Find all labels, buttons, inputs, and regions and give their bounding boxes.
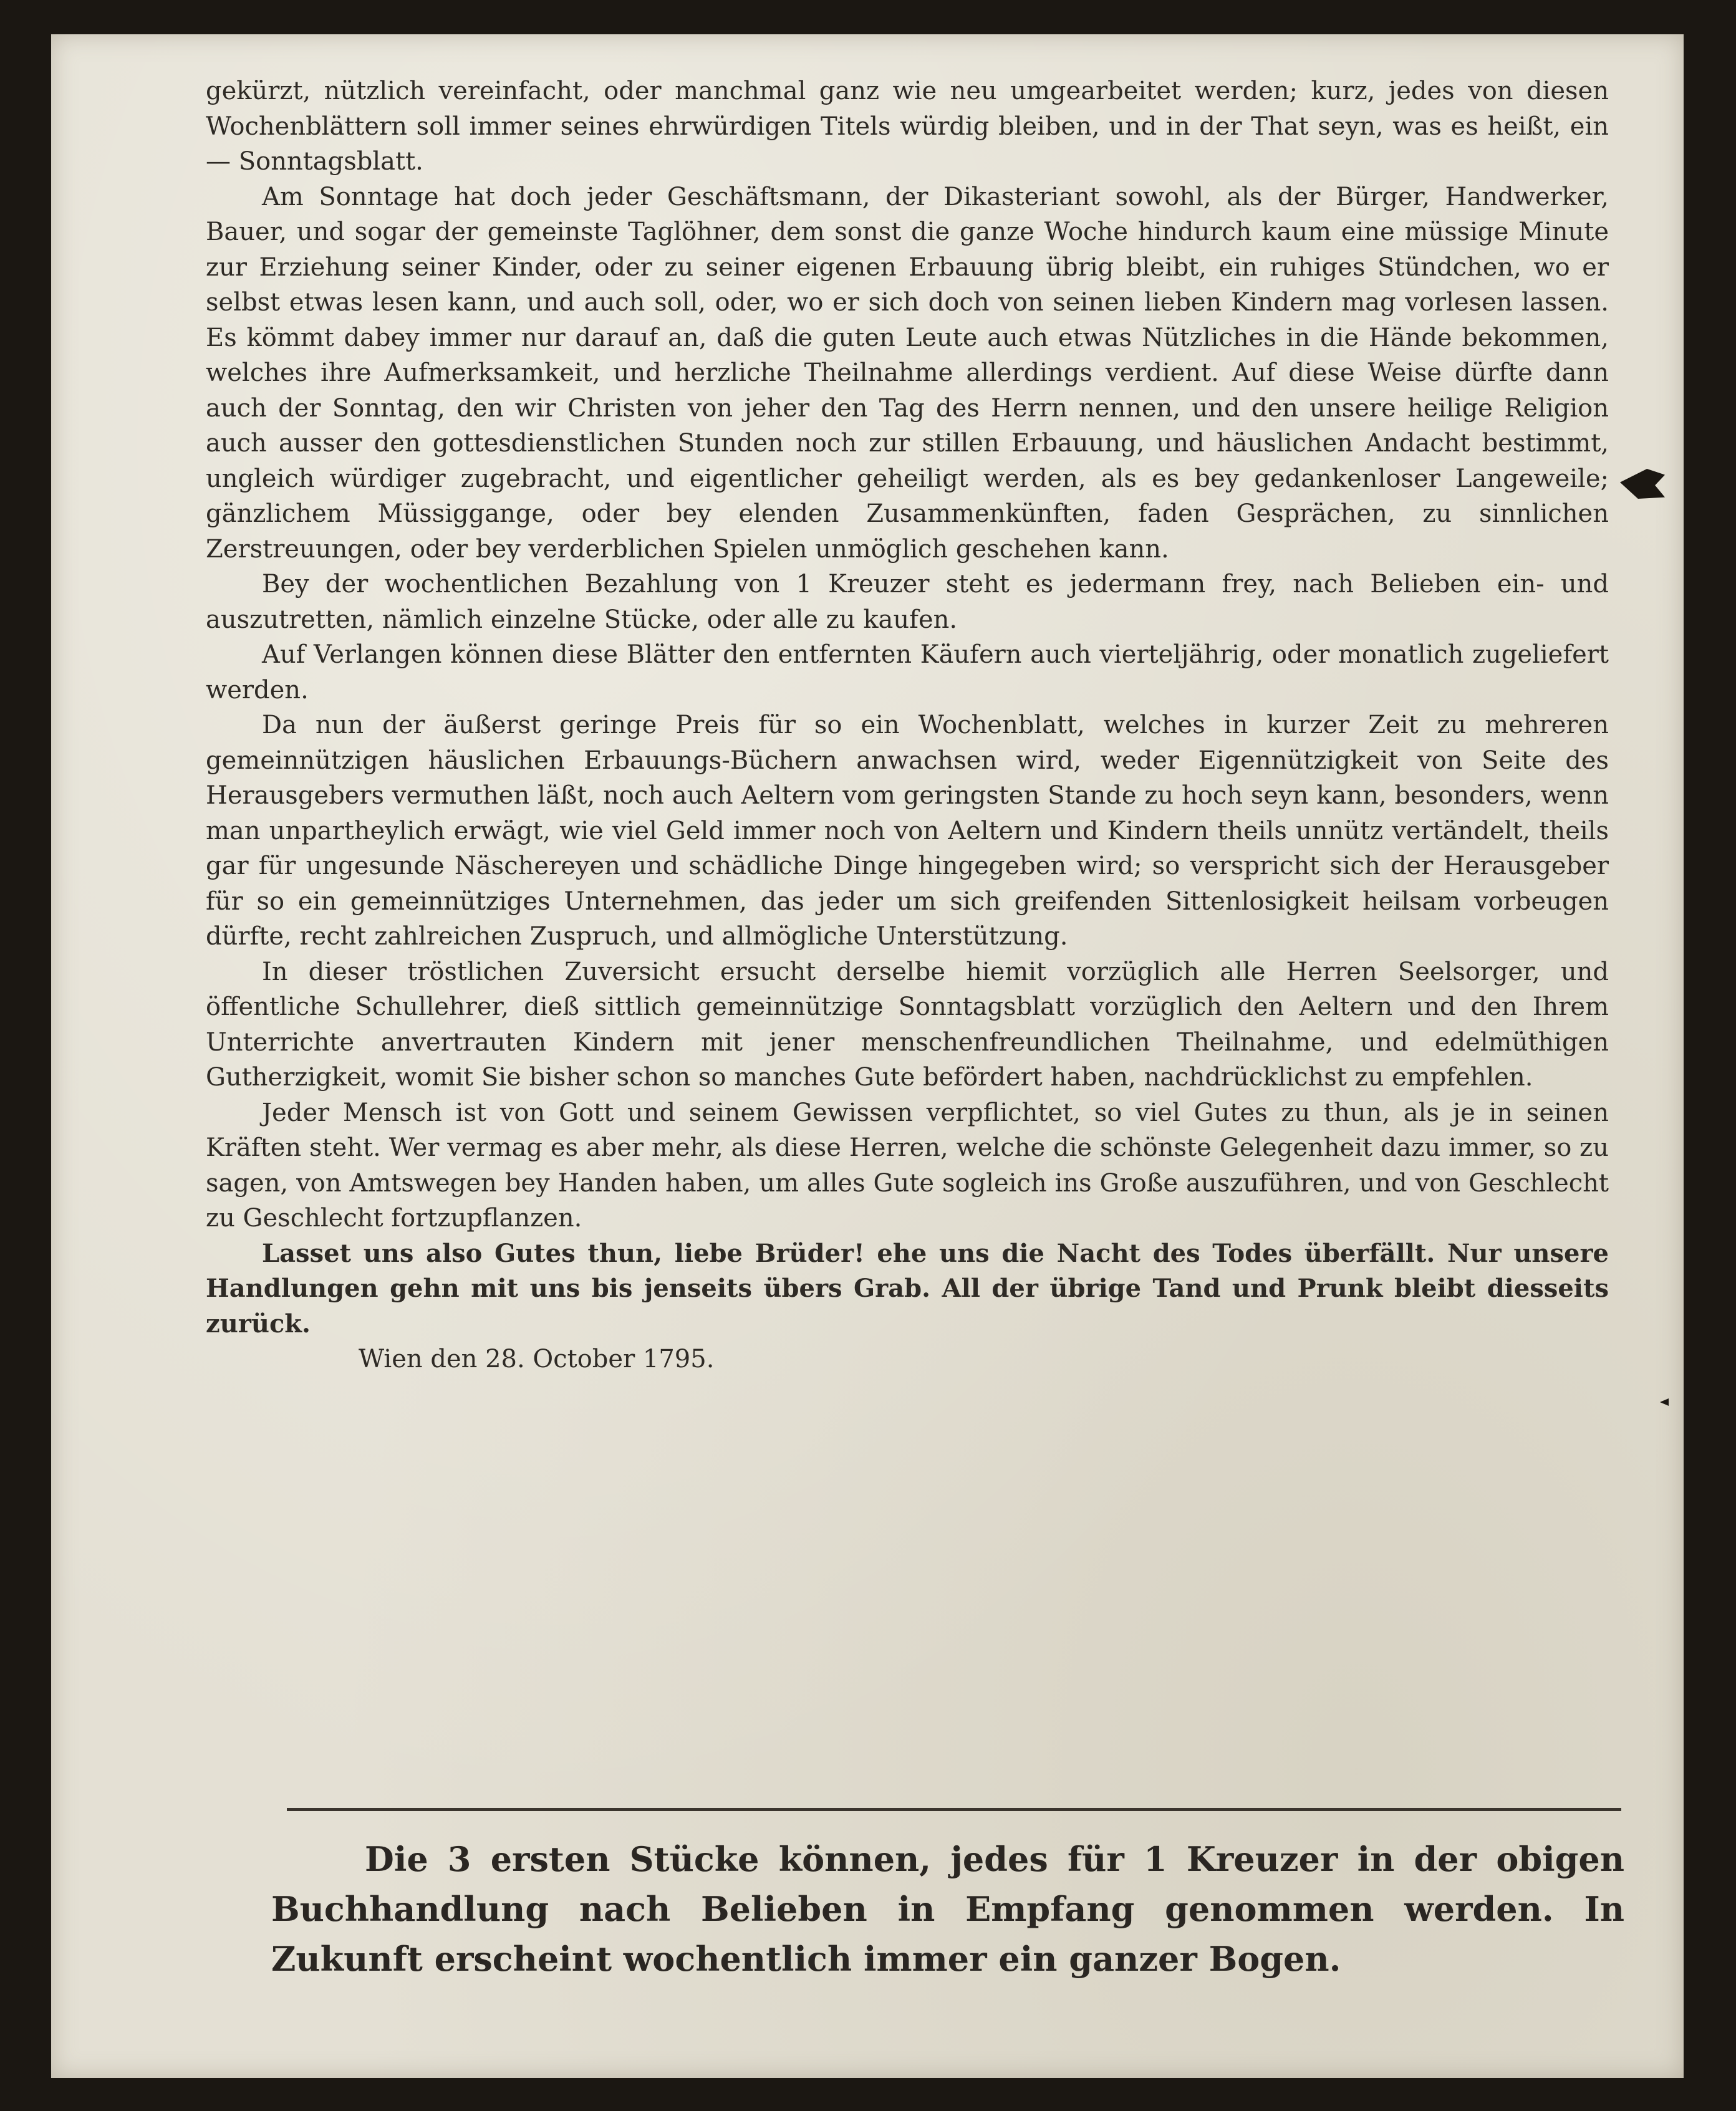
paragraph-request: In dieser tröstlichen Zuversicht ersucht derselbe hiemit vorzüglich alle Herren Seelsorger, und öffentliche Schullehrer, dieß sittlich gemeinnützige Sonntagsblatt vorzüglich den Aeltern und den Ihrem Unterrichte anvertrauten Kindern mit jener menschenfreundlichen Theilnahme, und edelmüthigen Gutherzigkeit, womit Sie bisher schon so manches Gute befördert haben, nachdrücklichst zu empfehlen. — [206, 957, 1609, 1092]
paragraph-delivery: Auf Verlangen können diese Blätter den entfernten Käufern auch vierteljährig, oder monatlich zugeliefert werden. — [206, 640, 1609, 704]
closing-notice — [271, 1834, 1624, 1984]
paragraph-exhortation: Lasset uns also Gutes thun, liebe Brüder! ehe uns die Nacht des Todes überfällt. Nur unsere Handlungen gehn mit uns bis jenseits übers Grab. All der übrige Tand und Prunk bleibt diesseits zurück. — [206, 1238, 1609, 1339]
section-divider — [287, 1808, 1621, 1811]
paragraph-duty: Jeder Mensch ist von Gott und seinem Gewissen verpflichtet, so viel Gutes zu thun, als je in seinen Kräften steht. Wer vermag es aber mehr, als diese Herren, welche die schönste Gelegenheit dazu immer, so zu sagen, von Amtswegen bey Handen haben, um alles Gute sogleich ins Große auszuführen, und von Geschlecht zu Geschlecht fortzupflanzen. — [206, 1098, 1609, 1233]
notice-text: Die 3 ersten Stücke können, jedes für 1 Kreuzer in der obigen Buchhandlung nach Belieben in Empfang genommen werden. In Zukunft erscheint wochentlich immer ein ganzer Bogen. — [271, 1839, 1624, 1979]
place-and-date: Wien den 28. October 1795. — [359, 1345, 715, 1373]
article-body — [206, 74, 1609, 1377]
paragraph-continuation: gekürzt, nützlich vereinfacht, oder manchmal ganz wie neu umgearbeitet werden; kurz, jedes von diesen Wochenblättern soll immer seines ehrwürdigen Titels würdig bleiben, und in der That seyn, was es heißt, ein — Sonntagsblatt. — [206, 77, 1609, 176]
paragraph-sunday: Am Sonntage hat doch jeder Geschäftsmann, der Dikasteriant sowohl, als der Bürger, Handwerker, Bauer, und sogar der gemeinste Taglöhner, dem sonst die ganze Woche hindurch kaum eine müssige Minute zur Erziehung seiner Kinder, oder zu seiner eigenen Erbauung übrig bleibt, ein ruhiges Stündchen, wo er selbst etwas lesen kann, und auch soll, oder, wo er sich doch von seinen lieben Kindern mag vorlesen lassen. Es kömmt dabey immer nur darauf an, daß die guten Leute auch etwas Nützliches in die Hände bekommen, welches ihre Aufmerksamkeit, und herzliche Theilnahme allerdings verdient. Auf diese Weise dürfte dann auch der Sonntag, den wir Christen von jeher den Tag des Herrn nennen, und den unsere heilige Religion auch ausser den gottesdienstlichen Stunden noch zur stillen Erbauung, und häuslichen Andacht bestimmt, ungleich würdiger zugebracht, und eigentlicher geheiligt werden, als es bey gedankenloser Langeweile; gänzlichem Müssiggange, oder bey elenden Zusammenkünften, faden Gesprächen, zu sinnlichen Zerstreuungen, oder bey verderblichen Spielen unmöglich geschehen kann. — [206, 182, 1609, 564]
paragraph-price: Da nun der äußerst geringe Preis für so ein Wochenblatt, welches in kurzer Zeit zu mehreren gemeinnützigen häuslichen Erbauungs-Büchern anwachsen wird, weder Eigennützigkeit von Seite des Herausgebers vermuthen läßt, noch auch Aeltern vom geringsten Stande zu hoch seyn kann, besonders, wenn man unpartheylich erwägt, wie viel Geld immer noch von Aeltern und Kindern theils unnütz vertändelt, theils gar für ungesunde Näschereyen und schädliche Dinge hingegeben wird; so verspricht sich der Herausgeber für so ein gemeinnütziges Unternehmen, das jeder um sich greifenden Sittenlosigkeit heilsam vorbeugen dürfte, recht zahlreichen Zuspruch, und allmögliche Unterstützung. — [206, 711, 1609, 951]
paragraph-payment: Bey der wochentlichen Bezahlung von 1 Kreuzer steht es jedermann frey, nach Belieben ein- und auszutretten, nämlich einzelne Stücke, oder alle zu kaufen. — [206, 570, 1609, 634]
